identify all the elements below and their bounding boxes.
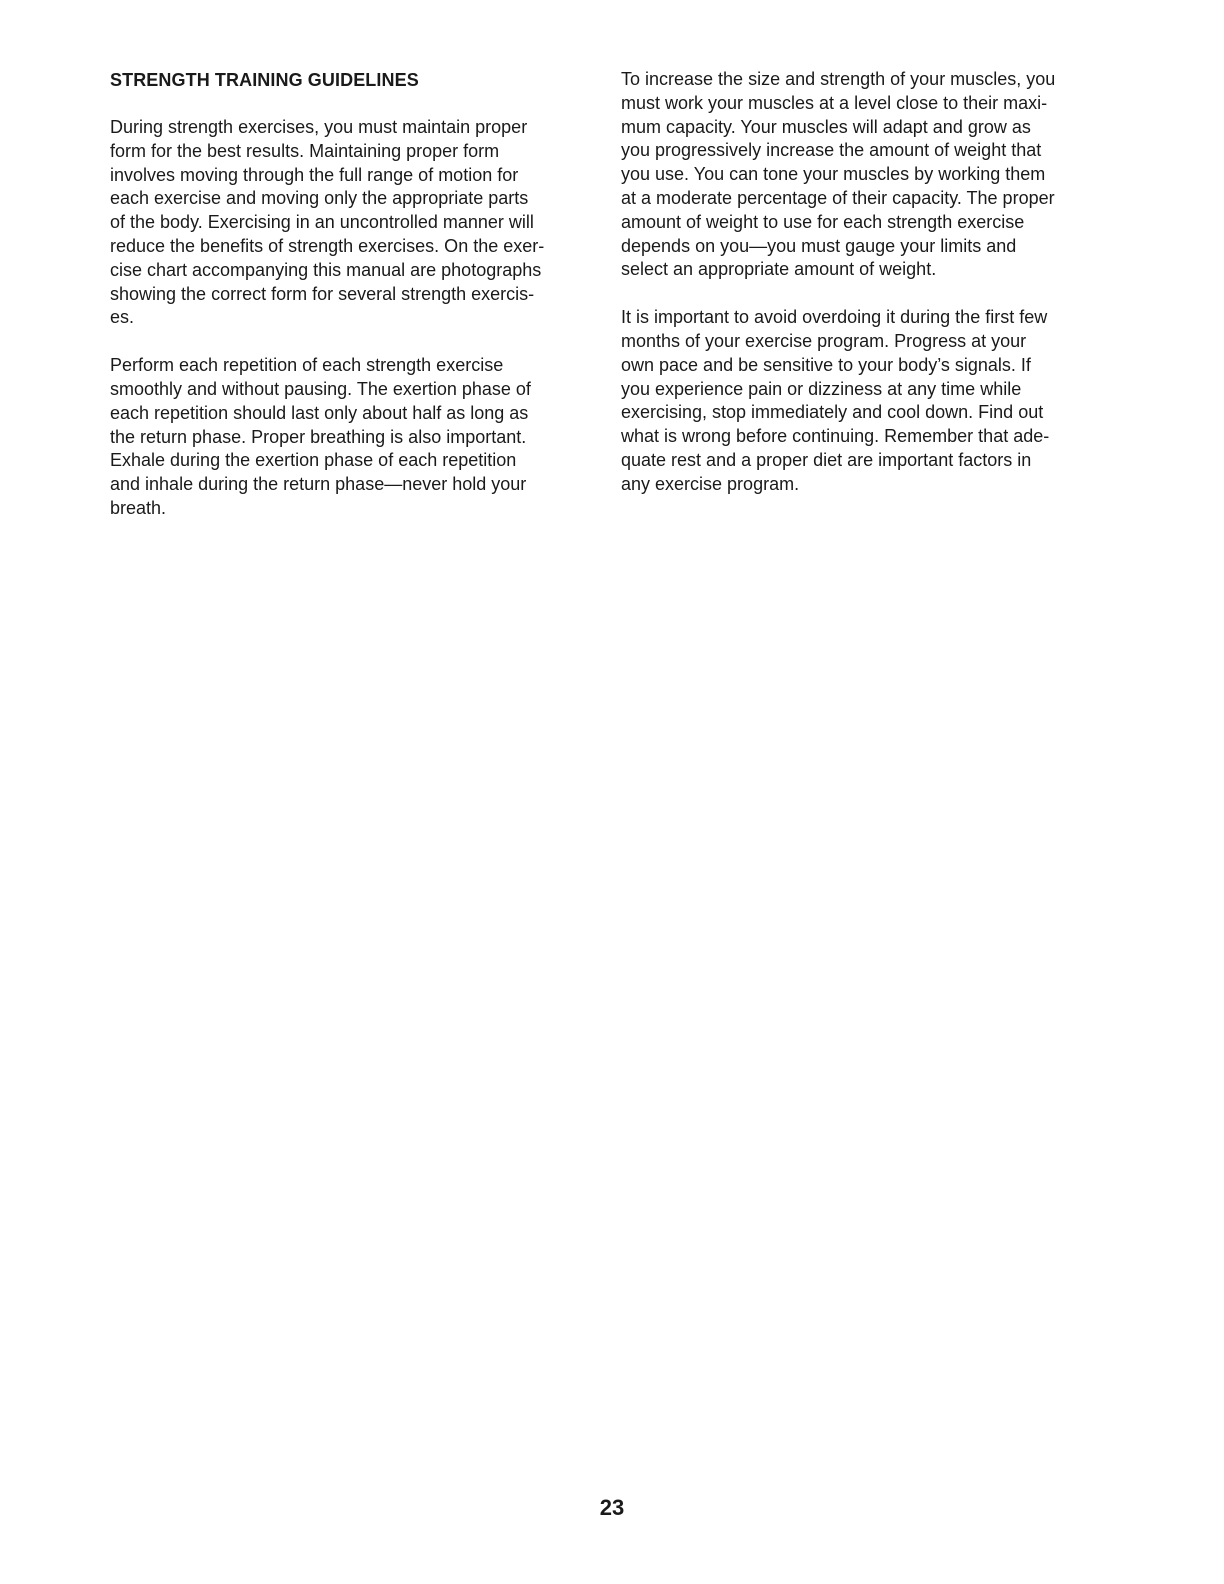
- left-column: [110, 68, 600, 545]
- paragraph-repetition: Perform each repetition of each strength exercise smoothly and without pausing. The exertion phase of each repetition should last only about half as long as the return phase. Proper breathing is also important. Exhale during the exertion phase of each repetition and inhale during the return phase—never hold your breath.: [110, 355, 531, 518]
- paragraph-avoid-overdoing: It is important to avoid overdoing it during the first few months of your exercise program. Progress at your own pace and be sensitive to your body’s signals. If you experience pain or dizziness at any time while exercising, stop immediately and cool down. Find out what is wrong before continuing. Remember that ade- quate rest and a proper diet are important factors in any exercise program.: [621, 307, 1050, 494]
- paragraph-muscle-capacity: To increase the size and strength of your muscles, you must work your muscles at a level close to their maxi- mum capacity. Your muscles will adapt and grow as you progressively increase the amount of weight that you use. You can tone your muscles by working them at a moderate percentage of their capacity. The proper amount of weight to use for each strength exercise depends on you—you must gauge your limits and select an appropriate amount of weight.: [621, 69, 1056, 280]
- right-column: [621, 68, 1111, 521]
- section-heading: STRENGTH TRAINING GUIDELINES: [110, 70, 419, 90]
- paragraph-proper-form: During strength exercises, you must maintain proper form for the best results. Maintaining proper form involves moving through the full range of motion for each exercise and moving only the appropriate parts of the body. Exercising in an uncontrolled manner will reduce the benefits of strength exercises. On the exer- cise chart accompanying this manual are photographs showing the correct form for several strength exercis- es.: [110, 117, 545, 328]
- page-number: 23: [599, 1495, 625, 1520]
